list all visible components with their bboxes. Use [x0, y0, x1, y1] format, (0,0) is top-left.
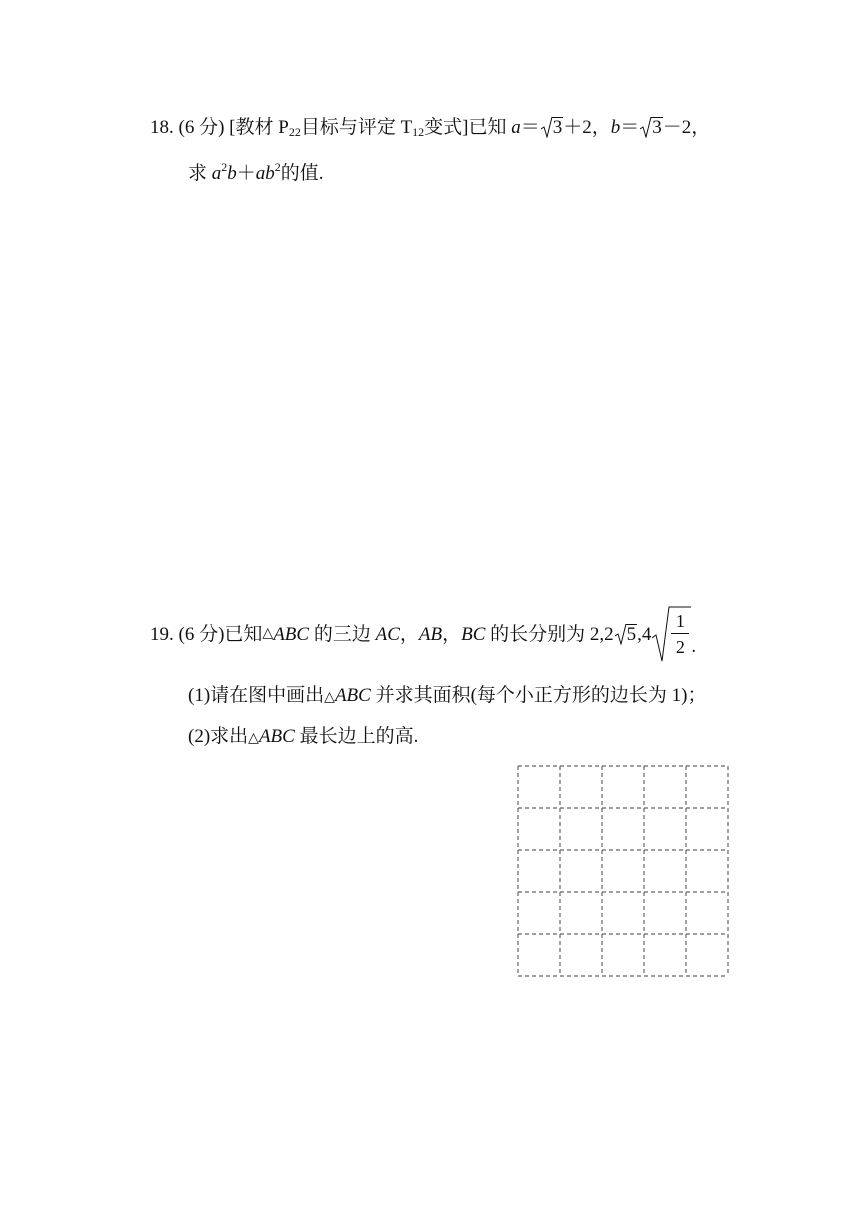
- q19-part2-tri: ABC: [258, 726, 295, 747]
- q19-radicand-5: 5: [626, 623, 637, 645]
- q18-sqrt-2: [640, 117, 663, 138]
- q19-score: (6 分)已知: [178, 623, 263, 645]
- q19-end: .: [691, 636, 697, 657]
- q19-triangle: ABC: [273, 623, 310, 645]
- triangle-icon: △: [262, 626, 274, 641]
- q19-part1-tri: ABC: [334, 685, 371, 706]
- q18-var-a: a: [511, 117, 521, 138]
- q18-eq: ＝: [520, 117, 540, 138]
- q18-sqrt-1: [541, 117, 564, 138]
- q19-part2: [188, 727, 418, 746]
- q18-number: 18.: [150, 117, 174, 138]
- q19-part1: [188, 686, 706, 705]
- q18-ab: ab: [255, 163, 275, 184]
- q18-b: b: [227, 163, 237, 184]
- q19-mid: 的三边: [313, 623, 371, 645]
- q18-var-b: b: [610, 117, 621, 138]
- q18-radicand-1: 3: [552, 117, 563, 138]
- q18-source-mid: 目标与评定 T: [300, 117, 413, 138]
- q19-frac-den: 2: [675, 637, 685, 657]
- q19-ab: AB: [418, 623, 443, 645]
- q18-plus2: ＋2，: [563, 117, 611, 138]
- q18-radicand-2: 3: [652, 117, 662, 138]
- q19-part2-post: 最长边上的高.: [299, 726, 419, 747]
- q19-frac-num: 1: [671, 609, 689, 634]
- q19-bc: BC: [461, 623, 486, 645]
- q18-eq2: ＝: [620, 117, 640, 138]
- q19-lengths-mid: ,4: [637, 623, 652, 645]
- q18-source-end: 变式]已知: [424, 117, 507, 138]
- q19-part1-pre: (1)请在图中画出: [188, 685, 325, 706]
- q19-sqrt-5: [615, 624, 638, 645]
- q18-exp-a: 2: [221, 160, 228, 174]
- q18-plus: ＋: [236, 163, 256, 184]
- q19-ac: AC: [375, 623, 400, 645]
- q18-line2-pre: 求: [188, 163, 212, 184]
- q19-comma2: ，: [442, 623, 462, 645]
- q19-line1: [150, 606, 696, 662]
- q19-comma1: ，: [399, 623, 419, 645]
- q18-source-sub: 22: [288, 125, 301, 139]
- q18-line2-post: 的值.: [280, 163, 324, 184]
- q18-source: [教材 P: [229, 117, 289, 138]
- q18-line1: [150, 117, 710, 138]
- q18-source-sub2: 12: [412, 125, 425, 139]
- q19-lengths-pre: 的长分别为 2,2: [490, 623, 614, 645]
- triangle-icon: △: [324, 690, 335, 705]
- q19-part2-pre: (2)求出: [188, 726, 249, 747]
- q18-a: a: [211, 163, 222, 184]
- q18-exp-b: 2: [274, 160, 281, 174]
- q18-line2: [188, 160, 324, 184]
- q19-part1-post: 并求其面积(每个小正方形的边长为 1)；: [375, 685, 707, 706]
- triangle-icon: △: [248, 731, 259, 746]
- q18-minus2: －2，: [662, 117, 711, 138]
- q19-sqrt-half: [651, 606, 691, 662]
- q18-score: (6 分): [178, 117, 225, 138]
- square-grid[interactable]: [517, 765, 729, 977]
- q19-number: 19.: [150, 623, 174, 645]
